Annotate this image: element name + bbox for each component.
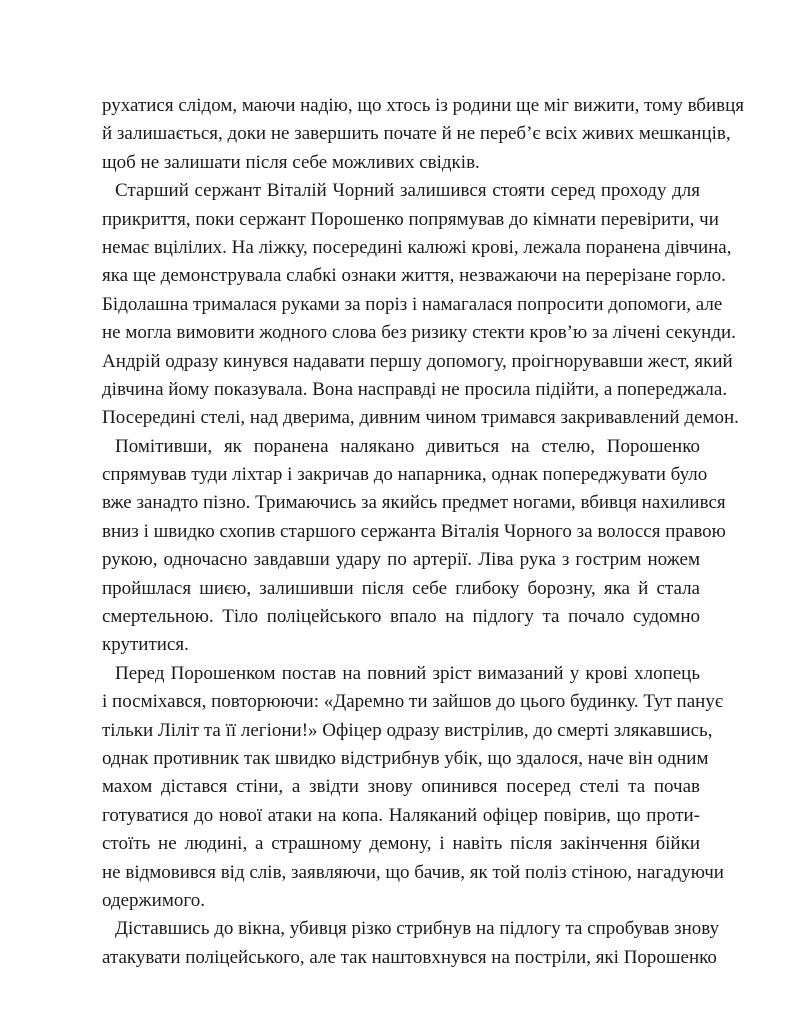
text-line: атакувати поліцейського, але так наштовхнувся на постріли, які Порошенко — [102, 946, 717, 968]
text-line: Старший сержант Віталій Чорний залишився стояти серед проходу для — [115, 180, 700, 202]
text-line: й залишається, доки не завершить почате й не переб’є всіх живих мешканців, — [102, 123, 731, 145]
text-line: вниз і швидко схопив старшого сержанта Віталія Чорного за волосся правою — [102, 520, 726, 542]
text-line: не відмовився від слів, заявляючи, що бачив, як той поліз стіною, нагадуючи — [102, 861, 724, 883]
text-line: пройшлася шиєю, залишивши після себе глибоку борозну, яка й стала — [102, 577, 700, 599]
text-line: смертельною. Тіло поліцейського впало на підлогу та почало судомно — [102, 606, 700, 628]
text-line: стоїть не людині, а страшному демону, і навіть після закінчення бійки — [102, 833, 700, 855]
text-line: крутитися. — [102, 634, 189, 656]
text-line: Помітивши, як поранена налякано дивиться на стелю, Порошенко — [115, 435, 700, 457]
text-line: махом дістався стіни, а звідти знову опинився посеред стелі та почав — [102, 776, 700, 798]
text-line: тільки Ліліт та її легіони!» Офіцер одразу вистрілив, до смерті злякавшись, — [102, 719, 713, 741]
text-line: Діставшись до вікна, убивця різко стрибнув на підлогу та спробував знову — [115, 918, 720, 940]
text-line: Перед Порошенком постав на повний зріст вимазаний у крові хлопець — [115, 662, 700, 684]
text-line: прикриття, поки сержант Порошенко попрямував до кімнати перевірити, чи — [102, 208, 719, 230]
text-line: і посміхався, повторюючи: «Даремно ти зайшов до цього будинку. Тут панує — [102, 691, 723, 713]
page-text — [102, 92, 745, 972]
text-line: однак противник так швидко відстрибнув убік, що здалося, наче він одним — [102, 747, 709, 769]
text-line: немає вцілілих. На ліжку, посередині калюжі крові, лежала поранена дівчина, — [102, 236, 732, 258]
text-line: рукою, одночасно завдавши удару по артерії. Ліва рука з гострим ножем — [102, 549, 700, 571]
text-line: яка ще демонструвала слабкі ознаки життя, незважаючи на перерізане горло. — [102, 265, 726, 287]
text-line: вже занадто пізно. Тримаючись за якийсь предмет ногами, вбивця нахилився — [102, 492, 726, 514]
text-line: Андрій одразу кинувся надавати першу допомогу, проігнорувавши жест, який — [102, 350, 733, 372]
text-line: готуватися до нової атаки на копа. Наляканий офіцер повірив, що проти- — [102, 804, 700, 826]
text-line: спрямував туди ліхтар і закричав до напарника, однак попереджувати було — [102, 464, 708, 486]
text-line: дівчина йому показувала. Вона насправді не просила підійти, а попереджала. — [102, 378, 728, 400]
text-line: Посередині стелі, над дверима, дивним чином тримався закривавлений демон. — [102, 407, 739, 429]
text-line: не могла вимовити жодного слова без ризику стекти кров’ю за лічені секунди. — [102, 322, 736, 344]
text-line: щоб не залишати після себе можливих свідків. — [102, 151, 480, 173]
text-line: Бідолашна трималася руками за поріз і намагалася попросити допомоги, але — [102, 293, 723, 315]
text-line: рухатися слідом, маючи надію, що хтось із родини ще міг вижити, тому вбивця — [102, 95, 745, 116]
text-line: одержимого. — [102, 889, 205, 911]
